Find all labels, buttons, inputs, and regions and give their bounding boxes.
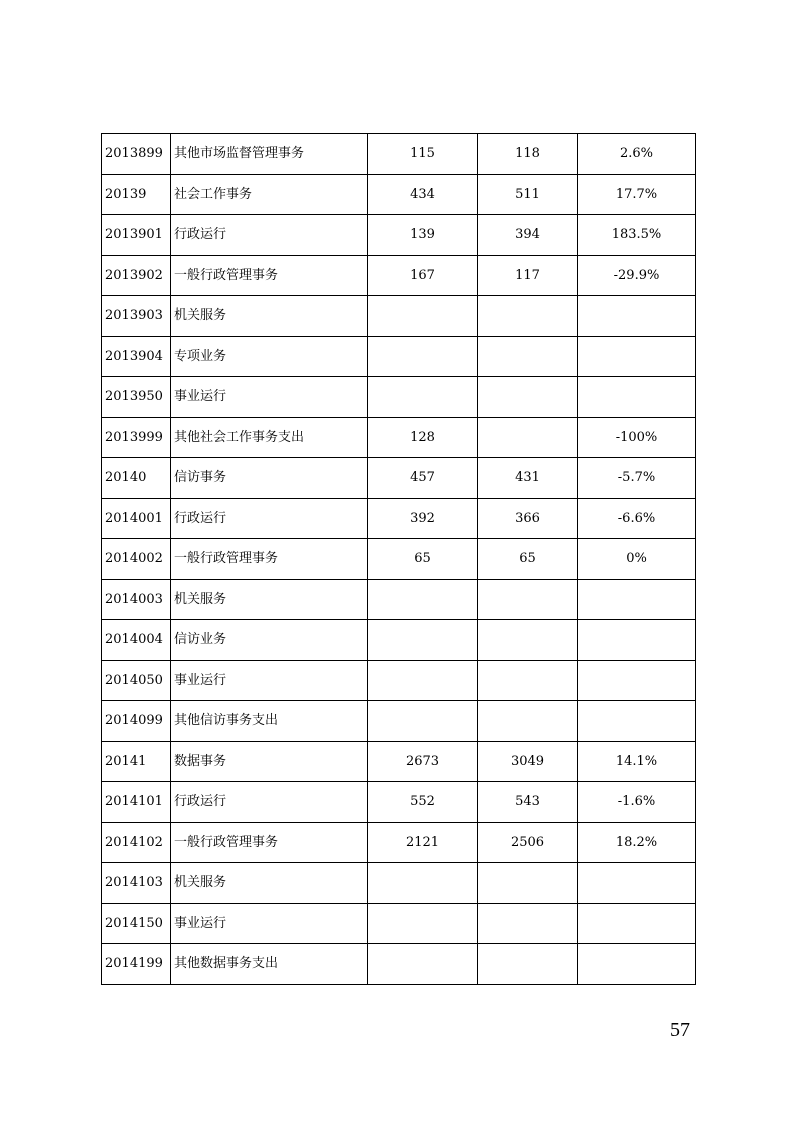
cell-change-pct: 183.5% [578, 215, 696, 256]
cell-code: 2014102 [102, 822, 171, 863]
cell-change-pct: 2.6% [578, 134, 696, 175]
cell-code: 20139 [102, 174, 171, 215]
cell-prev-amount [368, 701, 478, 742]
cell-change-pct: 17.7% [578, 174, 696, 215]
cell-name: 其他市场监督管理事务 [171, 134, 368, 175]
cell-name: 机关服务 [171, 579, 368, 620]
cell-curr-amount [478, 377, 578, 418]
cell-name: 机关服务 [171, 863, 368, 904]
table-row [102, 377, 696, 418]
cell-change-pct [578, 701, 696, 742]
cell-code: 2014001 [102, 498, 171, 539]
cell-change-pct [578, 336, 696, 377]
cell-prev-amount [368, 620, 478, 661]
cell-code: 2014150 [102, 903, 171, 944]
cell-prev-amount: 392 [368, 498, 478, 539]
cell-curr-amount: 65 [478, 539, 578, 580]
table-row [102, 944, 696, 985]
cell-change-pct [578, 579, 696, 620]
cell-code: 2014002 [102, 539, 171, 580]
cell-curr-amount [478, 701, 578, 742]
cell-code: 2014199 [102, 944, 171, 985]
cell-curr-amount [478, 903, 578, 944]
cell-prev-amount [368, 377, 478, 418]
table-row [102, 336, 696, 377]
cell-change-pct: -5.7% [578, 458, 696, 499]
cell-curr-amount: 3049 [478, 741, 578, 782]
cell-change-pct [578, 620, 696, 661]
cell-change-pct: -29.9% [578, 255, 696, 296]
cell-curr-amount [478, 417, 578, 458]
table-row [102, 782, 696, 823]
cell-change-pct [578, 863, 696, 904]
cell-curr-amount: 366 [478, 498, 578, 539]
budget-table [101, 133, 696, 985]
cell-prev-amount: 434 [368, 174, 478, 215]
cell-curr-amount [478, 620, 578, 661]
cell-code: 2013950 [102, 377, 171, 418]
cell-name: 其他社会工作事务支出 [171, 417, 368, 458]
cell-name: 一般行政管理事务 [171, 539, 368, 580]
cell-curr-amount [478, 944, 578, 985]
cell-prev-amount [368, 863, 478, 904]
cell-curr-amount: 394 [478, 215, 578, 256]
cell-change-pct: 18.2% [578, 822, 696, 863]
cell-curr-amount [478, 660, 578, 701]
cell-change-pct: 14.1% [578, 741, 696, 782]
cell-prev-amount: 139 [368, 215, 478, 256]
cell-curr-amount [478, 863, 578, 904]
table-row [102, 863, 696, 904]
cell-change-pct: -1.6% [578, 782, 696, 823]
cell-code: 2013902 [102, 255, 171, 296]
cell-prev-amount: 167 [368, 255, 478, 296]
cell-prev-amount: 115 [368, 134, 478, 175]
table-body [102, 134, 696, 985]
table-row [102, 579, 696, 620]
cell-change-pct [578, 377, 696, 418]
cell-name: 事业运行 [171, 903, 368, 944]
cell-prev-amount [368, 336, 478, 377]
table-row [102, 296, 696, 337]
cell-change-pct [578, 944, 696, 985]
cell-change-pct: -6.6% [578, 498, 696, 539]
cell-change-pct [578, 296, 696, 337]
cell-prev-amount: 457 [368, 458, 478, 499]
cell-name: 一般行政管理事务 [171, 822, 368, 863]
cell-prev-amount [368, 579, 478, 620]
cell-prev-amount: 552 [368, 782, 478, 823]
table-row [102, 620, 696, 661]
cell-prev-amount [368, 944, 478, 985]
table-row [102, 255, 696, 296]
cell-prev-amount [368, 660, 478, 701]
cell-curr-amount: 2506 [478, 822, 578, 863]
cell-curr-amount: 511 [478, 174, 578, 215]
cell-code: 2013901 [102, 215, 171, 256]
cell-code: 2013904 [102, 336, 171, 377]
cell-curr-amount: 431 [478, 458, 578, 499]
cell-name: 事业运行 [171, 660, 368, 701]
table-row [102, 215, 696, 256]
cell-name: 专项业务 [171, 336, 368, 377]
cell-change-pct [578, 903, 696, 944]
table-row [102, 417, 696, 458]
cell-name: 其他信访事务支出 [171, 701, 368, 742]
cell-code: 2013903 [102, 296, 171, 337]
page-number: 57 [670, 1019, 690, 1041]
table-row [102, 903, 696, 944]
cell-name: 一般行政管理事务 [171, 255, 368, 296]
cell-curr-amount [478, 579, 578, 620]
cell-curr-amount [478, 296, 578, 337]
cell-curr-amount: 543 [478, 782, 578, 823]
cell-code: 20141 [102, 741, 171, 782]
table-row [102, 701, 696, 742]
table-row [102, 539, 696, 580]
table-row [102, 174, 696, 215]
cell-curr-amount [478, 336, 578, 377]
cell-code: 2014099 [102, 701, 171, 742]
cell-change-pct [578, 660, 696, 701]
table-row [102, 134, 696, 175]
cell-code: 2014050 [102, 660, 171, 701]
cell-prev-amount: 2121 [368, 822, 478, 863]
table-row [102, 660, 696, 701]
cell-change-pct: 0% [578, 539, 696, 580]
table-row [102, 458, 696, 499]
cell-name: 事业运行 [171, 377, 368, 418]
cell-code: 2014003 [102, 579, 171, 620]
cell-name: 行政运行 [171, 215, 368, 256]
cell-code: 2014103 [102, 863, 171, 904]
cell-change-pct: -100% [578, 417, 696, 458]
cell-name: 行政运行 [171, 782, 368, 823]
cell-code: 2013999 [102, 417, 171, 458]
cell-prev-amount [368, 903, 478, 944]
cell-curr-amount: 117 [478, 255, 578, 296]
cell-curr-amount: 118 [478, 134, 578, 175]
cell-name: 行政运行 [171, 498, 368, 539]
cell-prev-amount: 65 [368, 539, 478, 580]
cell-prev-amount: 2673 [368, 741, 478, 782]
cell-prev-amount: 128 [368, 417, 478, 458]
table-row [102, 822, 696, 863]
cell-name: 信访业务 [171, 620, 368, 661]
cell-name: 数据事务 [171, 741, 368, 782]
cell-code: 2014004 [102, 620, 171, 661]
cell-name: 信访事务 [171, 458, 368, 499]
cell-name: 社会工作事务 [171, 174, 368, 215]
table-row [102, 741, 696, 782]
cell-name: 机关服务 [171, 296, 368, 337]
cell-code: 20140 [102, 458, 171, 499]
cell-prev-amount [368, 296, 478, 337]
cell-name: 其他数据事务支出 [171, 944, 368, 985]
cell-code: 2013899 [102, 134, 171, 175]
table-row [102, 498, 696, 539]
cell-code: 2014101 [102, 782, 171, 823]
